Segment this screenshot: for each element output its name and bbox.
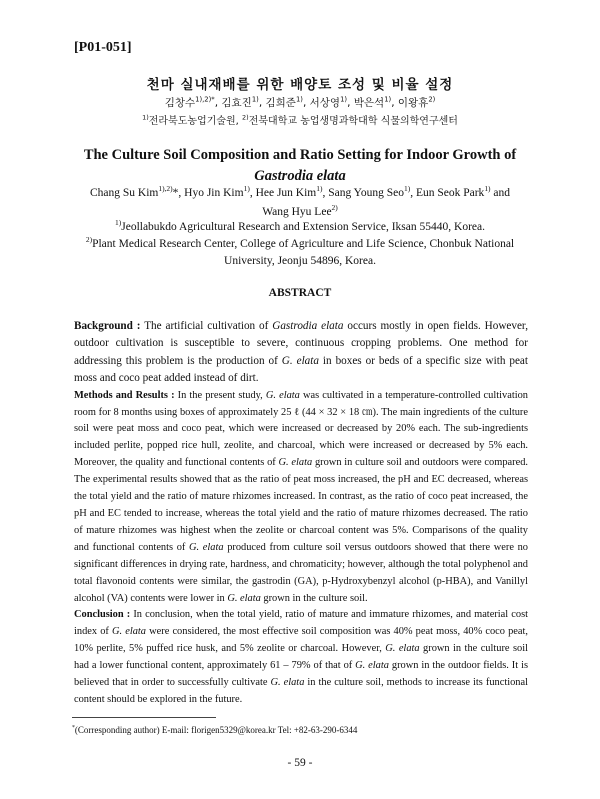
english-title: [60, 145, 540, 187]
abstract-code: [P01-051]: [74, 40, 132, 55]
text-run: grown in culture soil and outdoors were compared. The experimental results showed that as the ratio of peat moss increased, the pH and EC decreased, whereas the total yield and the ratio of mature rhizomes increased. In contrast, as the ratio of coco peat increased, the pH and EC tended to increase, whereas the total yield and the ratio of mature rhizomes decreased. The ratio of mature rhizomes was highest when the zeolite or charcoal content was 5%. Comparisons of the quality and functional contents of: [74, 457, 528, 553]
english-authors: [70, 184, 530, 222]
author-sup: 1),2): [158, 184, 173, 194]
abstract-heading: ABSTRACT: [268, 287, 332, 299]
english-title-line: The Culture Soil Composition and Ratio Setting for Indoor Growth of: [83, 147, 517, 163]
methods-label: Methods and Results :: [74, 389, 175, 401]
english-author: Hee Jun Kim: [255, 187, 317, 199]
species-name: G. elata: [270, 677, 305, 689]
conclusion-text: [74, 609, 528, 705]
text-run: produced from culture soil versus outdoors showed that there were no significant differences in drying rate, hardness, and chromaticity; however, although the total polyphenol and total flavonoid contents were similar, the gastrodin (GA), p-Hydroxybenzyl alcohol (p-HBA), and Vanillyl alcohol (VA) contents were lower in: [74, 541, 528, 604]
author-sup: 2): [331, 203, 338, 213]
korean-affil-1: 전라북도농업기술원,: [148, 116, 239, 127]
species-name: G. elata: [278, 457, 313, 469]
english-title-species: Gastrodia elata: [254, 168, 346, 184]
korean-author: 서상영: [309, 97, 341, 109]
text-run: was cultivated in a temperature-controlled cultivation room for 8 months using boxes of approximately 25 ℓ (44 × 32 × 18 ㎝). The main ingredients of the culture soil were peat moss and coco peat, which were increased or decreased by 20% each. The sub-ingredients included perlite, popped rice hull, zeolite, and charcoal, which were increased or decreased by 5% each. Moreover, the quality and functional contents of: [74, 389, 528, 469]
korean-authors: 김창수$^{1),2)*}$, 김효진$^{1)}$, 김희준$^{1)}$, 서상영$^{1)}$, 박은석$^{1)}$, 이왕휴$^{2)}$: [164, 95, 436, 109]
author-sup: 1): [295, 95, 303, 104]
affil-sup: 1): [115, 218, 122, 228]
text-run: The artificial cultivation of: [140, 320, 273, 332]
text-run: In conclusion, when the total yield, ratio of mature and immature rhizomes, and material cost index of: [74, 609, 529, 638]
author-sup: 2): [428, 95, 436, 104]
korean-author: 김효진: [221, 97, 252, 109]
text-run: in the culture soil, methods to increase its functional content should be explored in the future.: [74, 677, 528, 705]
author-sup: 1): [316, 184, 323, 194]
page-number: - 59 -: [287, 757, 313, 769]
author-sup: 1): [340, 95, 348, 104]
species-name: G. elata: [265, 389, 300, 401]
species-name: G. elata: [227, 592, 261, 604]
footnote-mark: *: [72, 725, 75, 731]
species-name: G. elata: [189, 541, 224, 553]
text-run: grown in the culture soil had a lower functional content, approximately 61 – 79% of that of: [74, 643, 528, 672]
methods-text: [74, 390, 528, 604]
author-sup: 1),2)*: [195, 95, 215, 104]
text-run: In the present study,: [174, 389, 266, 401]
conclusion-paragraph: [74, 607, 528, 708]
author-sup: 1): [243, 184, 250, 194]
species-name: G. elata: [355, 660, 389, 672]
text-run: were considered, the most effective soil composition was 40% peat moss, 40% coco peat, 10% perlite, 5% puffed rice husk, and 5% zeolite or charcoal. However,: [74, 626, 529, 655]
footnote-text: (Corresponding author) E-mail: florigen5329@korea.kr Tel: +82-63-290-6344: [74, 725, 358, 735]
methods-paragraph: [74, 388, 528, 608]
english-author: Chang Su Kim: [89, 187, 159, 199]
author-sep: ,: [322, 187, 329, 199]
author-sep: *,: [172, 187, 185, 199]
abstract-body: [74, 318, 528, 709]
author-sup: 1): [251, 95, 259, 104]
author-sep: ,: [410, 187, 416, 199]
korean-author: 박은석: [353, 97, 385, 109]
english-author: Sang Young Seo: [328, 187, 404, 199]
background-text: [74, 320, 528, 384]
korean-title: 천마 실내재배를 위한 배양토 조성 및 비율 설정: [146, 77, 454, 93]
species-name: Gastrodia elata: [272, 320, 344, 332]
species-name: G. elata: [385, 643, 420, 655]
species-name: G. elata: [112, 626, 147, 638]
author-sup: 1): [403, 184, 411, 194]
author-sep: ,: [249, 187, 256, 199]
footnote-rule: [72, 717, 216, 718]
author-sep: and: [490, 187, 511, 199]
english-author: Eun Seok Park: [415, 187, 485, 199]
conclusion-label: Conclusion :: [74, 609, 131, 621]
korean-author: 이왕휴: [397, 97, 429, 109]
english-affil-2-text: Plant Medical Research Center, College of Agriculture and Life Science, Chonbuk National University, Jeonju 54896, Korea.: [92, 238, 515, 267]
background-paragraph: [74, 318, 528, 388]
affil-sup: 2): [85, 235, 93, 245]
text-run: occurs mostly in open fields. However, outdoor cultivation is susceptible to severe, continuous cropping problems. One method for addressing this problem is the production of: [74, 320, 528, 367]
affil-sup: 1): [142, 113, 149, 122]
text-run: grown in the outdoor fields. It is believed that in order to successfully cultivate: [74, 660, 528, 689]
footnote: [72, 725, 357, 735]
korean-author: 김희준: [265, 97, 296, 109]
text-run: grown in the culture soil.: [260, 592, 368, 604]
species-name: G. elata: [281, 354, 319, 367]
english-author: Wang Hyu Lee: [262, 206, 332, 218]
korean-author: 김창수: [164, 97, 196, 109]
english-affil-1-text: Jeollabukdo Agricultural Research and Extension Service, Iksan 55440, Korea.: [121, 221, 485, 233]
background-label: Background :: [74, 320, 141, 332]
author-sup: 1): [484, 184, 491, 194]
english-author: Hyo Jin Kim: [184, 187, 244, 199]
author-sup: 1): [384, 95, 392, 104]
text-run: in boxes or beds of a specific size with peat moss and coco peat added instead of dirt.: [74, 354, 528, 385]
korean-affil-2: 전북대학교 농업생명과학대학 식물의학연구센터: [248, 116, 458, 127]
english-affil-2: [72, 236, 528, 270]
english-affil-1: [72, 219, 528, 236]
affil-sup: 2): [242, 113, 249, 122]
korean-affiliations: [0, 112, 600, 127]
